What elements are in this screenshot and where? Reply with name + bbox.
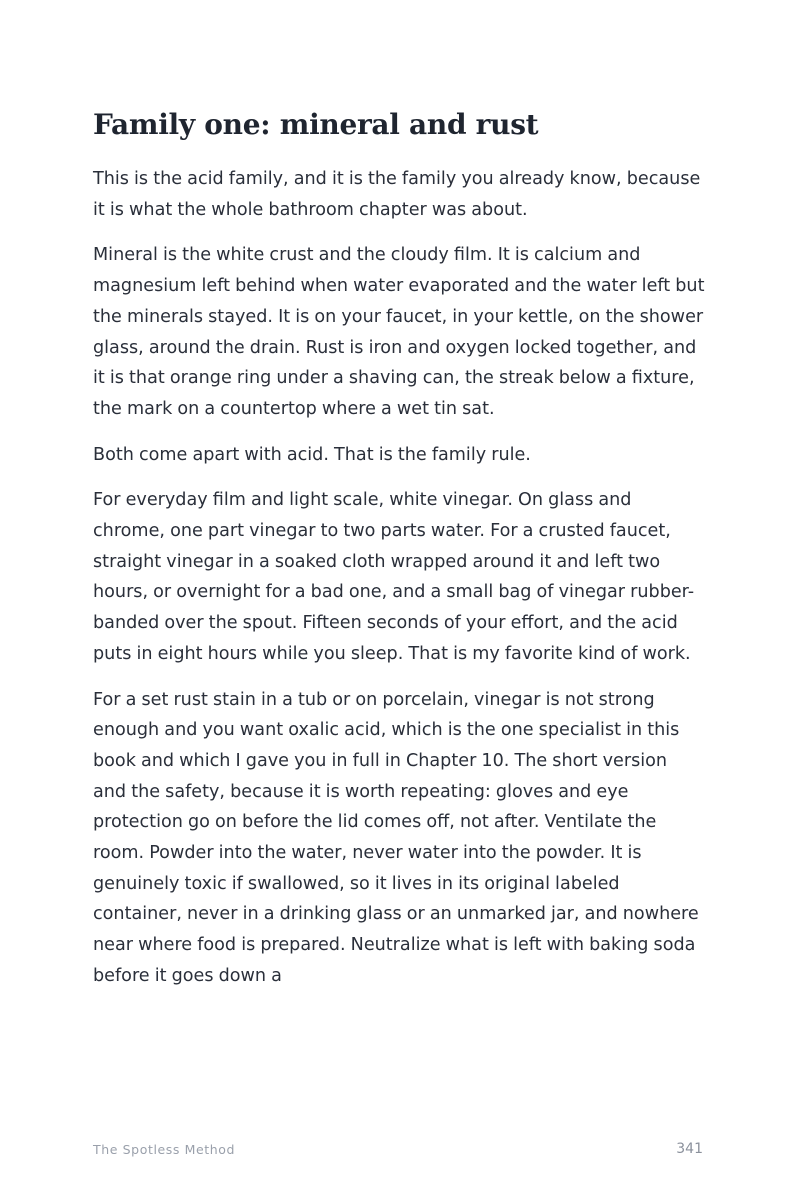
paragraph-2: Mineral is the white crust and the cloudy film. It is calcium and magnesium left behind when water evaporated and the water left but the minerals stayed. It is on your faucet, in your kettle, on the shower glass, around the drain. Rust is iron and oxygen locked together, and it is that orange ring under a shaving can, the streak below a fixture, the mark on a countertop where a wet tin sat. [93, 245, 705, 419]
paragraph-5: For a set rust stain in a tub or on porcelain, vinegar is not strong enough and you want oxalic acid, which is the one specialist in this book and which I gave you in full in Chapter 10. The short version and the safety, because it is worth repeating: gloves and eye protection go on before the lid comes off, not after. Ventilate the room. Powder into the water, never water into the powder. It is genuinely toxic if swallowed, so it lives in its original labeled container, never in a drinking glass or an unmarked jar, and nowhere near where food is prepared. Neutralize what is left with baking soda before it goes down a [93, 689, 699, 986]
page-content [93, 106, 705, 1007]
paragraph-1: This is the acid family, and it is the family you already know, because it is what the whole bathroom chapter was about. [93, 169, 701, 220]
page-number: 341 [676, 1141, 703, 1157]
running-footer-title: The Spotless Method [93, 1142, 236, 1157]
paragraph-3: Both come apart with acid. That is the family rule. [93, 444, 531, 465]
section-heading: Family one: mineral and rust [93, 108, 539, 141]
paragraph-4: For everyday film and light scale, white vinegar. On glass and chrome, one part vinegar to two parts water. For a crusted faucet, straight vinegar in a soaked cloth wrapped around it and left two hours, or overnight for a bad one, and a small bag of vinegar rubber-banded over the spout. Fifteen seconds of your effort, and the acid puts in eight hours while you sleep. That is my favorite kind of work. [93, 490, 695, 664]
